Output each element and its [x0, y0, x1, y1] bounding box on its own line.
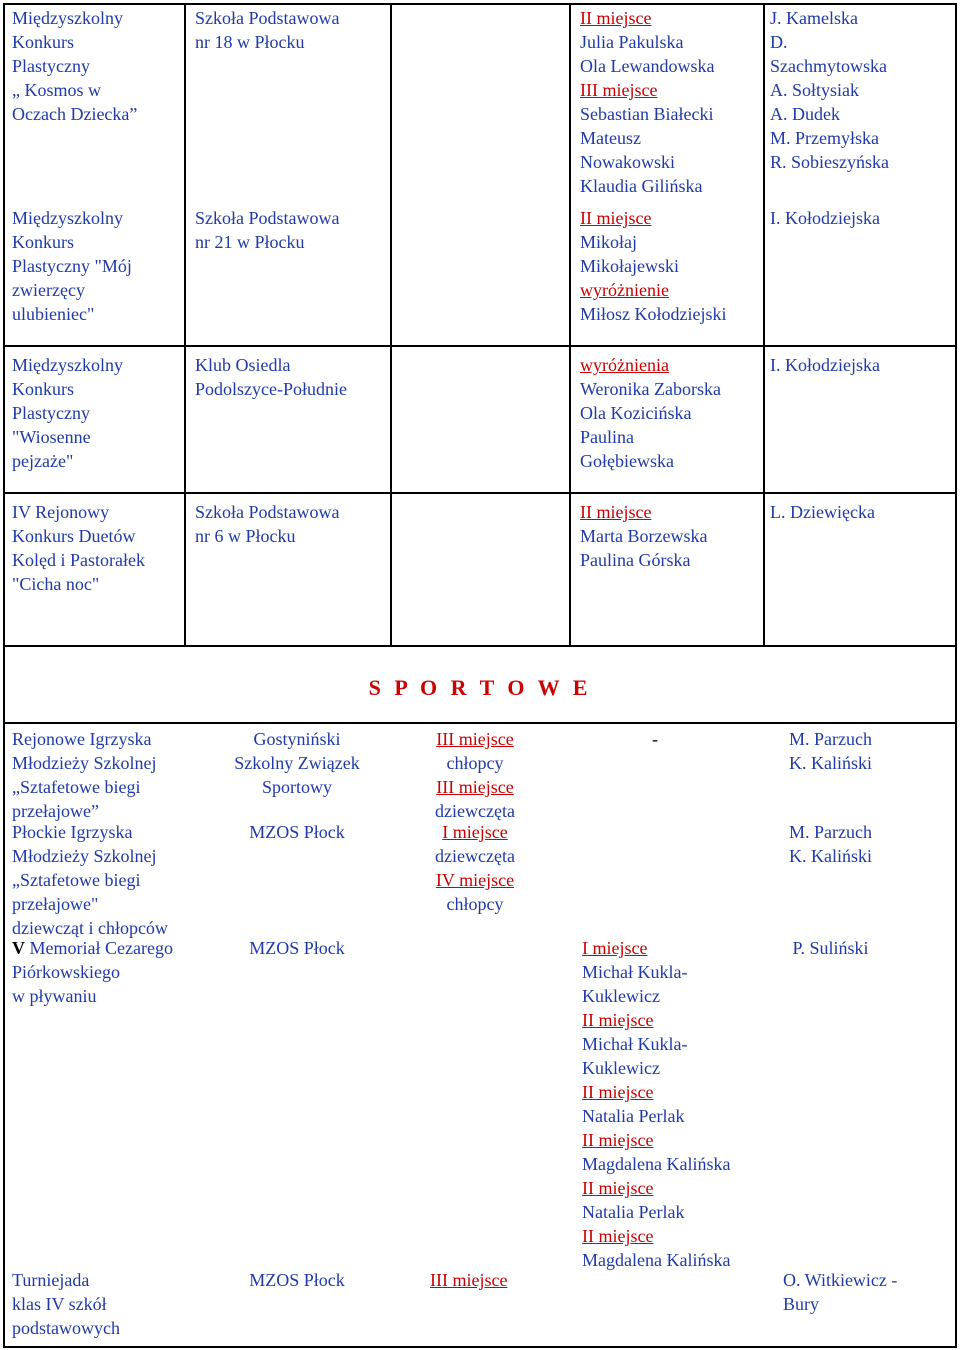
cell-text: R. Sobieszyńska: [770, 152, 889, 172]
participant-name: Paulina Górska: [580, 550, 691, 570]
cell-text: Sportowy: [261, 777, 332, 797]
cell-text: Szkolny Związek: [234, 753, 360, 773]
sport-teachers-cell: [783, 820, 878, 868]
cell-text: pejzaże": [12, 451, 74, 471]
placement-label: III miejsce: [580, 80, 658, 100]
placement-label: III miejsce: [436, 777, 514, 797]
placement-label: wyróżnienie: [580, 280, 669, 300]
cell-text: Konkurs Duetów: [12, 526, 136, 546]
cell-text: Szkoła Podstawowa: [195, 502, 340, 522]
event-name-cell: [12, 353, 180, 473]
participant-name: Sebastian Białecki: [580, 104, 714, 124]
individual-results-cell: [582, 727, 772, 751]
placement-label: III miejsce: [436, 729, 514, 749]
column-divider: [569, 3, 571, 647]
placement-label: II miejsce: [580, 208, 652, 228]
participant-name: Klaudia Gilińska: [580, 176, 703, 196]
sports-bottom-border: [3, 1346, 957, 1348]
table-right-border: [955, 3, 957, 647]
individual-results-cell: [582, 936, 772, 1272]
cell-text: A. Dudek: [770, 104, 840, 124]
participant-name: Miłosz Kołodziejski: [580, 304, 727, 324]
participant-name: Ola Lewandowska: [580, 56, 715, 76]
placement-label: IV miejsce: [435, 870, 515, 890]
cell-text: Plastyczny: [12, 56, 90, 76]
results-cell: [580, 206, 760, 326]
participant-name: Natalia Perlak: [582, 1202, 685, 1222]
cell-text: K. Kaliński: [789, 846, 872, 866]
cell-text: Płockie Igrzyska: [12, 822, 133, 842]
participant-name: dziewczęta: [435, 801, 515, 821]
cell-text: „Sztafetowe biegi: [12, 870, 141, 890]
cell-text: IV Rejonowy: [12, 502, 110, 522]
cell-text: Konkurs: [12, 379, 74, 399]
participant-name: Mateusz: [580, 128, 641, 148]
sports-right-border: [955, 645, 957, 1348]
cell-text: Plastyczny "Mój: [12, 256, 132, 276]
participant-name: Kuklewicz: [582, 1058, 660, 1078]
column-divider: [184, 3, 186, 647]
sports-left-border: [3, 645, 5, 1348]
cell-text: "Wiosenne: [12, 427, 91, 447]
row-divider: [3, 345, 957, 347]
cell-text: O. Witkiewicz -: [783, 1270, 898, 1290]
participant-name: Natalia Perlak: [582, 1106, 685, 1126]
sport-event-cell: [12, 727, 212, 823]
placement-label: II miejsce: [582, 1082, 654, 1102]
organizer-cell: [195, 353, 385, 401]
cell-text: Rejonowe Igrzyska: [12, 729, 152, 749]
cell-text: MZOS Płock: [249, 822, 345, 842]
column-divider: [763, 3, 765, 647]
participant-name: Paulina: [580, 427, 634, 447]
sport-organizer-cell: [222, 727, 372, 799]
table-top-border: [3, 3, 957, 5]
cell-text: Podolszyce-Południe: [195, 379, 347, 399]
cell-text: Młodzieży Szkolnej: [12, 846, 157, 866]
cell-text: zwierzęcy: [12, 280, 85, 300]
cell-text: [12, 936, 212, 960]
participant-name: Magdalena Kalińska: [582, 1250, 731, 1270]
cell-text: L. Dziewięcka: [770, 502, 875, 522]
placement-label: I miejsce: [582, 938, 648, 958]
cell-text: Turniejada: [12, 1270, 90, 1290]
table-left-border: [3, 3, 5, 647]
participant-name: Weronika Zaborska: [580, 379, 721, 399]
participant-name: Mikołaj: [580, 232, 637, 252]
row-divider: [3, 492, 957, 494]
cell-text: M. Przemyłska: [770, 128, 879, 148]
cell-text: MZOS Płock: [249, 1270, 345, 1290]
cell-text: MZOS Płock: [249, 938, 345, 958]
placement-label: III miejsce: [430, 1270, 508, 1290]
teachers-cell: [770, 6, 950, 174]
results-cell: [580, 6, 760, 198]
team-results-cell: [400, 727, 550, 823]
sport-teachers-cell: [783, 727, 878, 775]
cell-text: A. Sołtysiak: [770, 80, 860, 100]
sport-organizer-cell: [222, 1268, 372, 1292]
sport-teachers-cell: [783, 1268, 953, 1316]
placement-label: II miejsce: [580, 8, 652, 28]
sport-organizer-cell: [222, 936, 372, 960]
results-cell: [580, 500, 760, 572]
participant-name: Mikołajewski: [580, 256, 679, 276]
sport-organizer-cell: [222, 820, 372, 844]
cell-text: Międzyszkolny: [12, 355, 123, 375]
cell-text: Konkurs: [12, 32, 74, 52]
cell-text: „Sztafetowe biegi: [12, 777, 141, 797]
cell-text: podstawowych: [12, 1318, 120, 1338]
participant-name: Magdalena Kalińska: [582, 1154, 731, 1174]
cell-text: w pływaniu: [12, 986, 97, 1006]
placement-label: wyróżnienia: [580, 355, 669, 375]
team-results-cell: [430, 1268, 580, 1292]
placement-label: II miejsce: [582, 1130, 654, 1150]
results-cell: [580, 353, 760, 473]
roman-numeral: V: [12, 938, 25, 958]
row-divider: [3, 645, 957, 647]
participant-name: Michał Kukla-: [582, 1034, 688, 1054]
sport-event-cell: [12, 820, 212, 940]
participant-name: Julia Pakulska: [580, 32, 684, 52]
cell-text: dziewcząt i chłopców: [12, 918, 168, 938]
cell-text: M. Parzuch: [789, 822, 872, 842]
cell-text: nr 18 w Płocku: [195, 32, 305, 52]
event-name-cell: [12, 6, 180, 126]
teachers-cell: [770, 353, 950, 377]
event-name-cell: [12, 500, 180, 596]
cell-text: Szkoła Podstawowa: [195, 208, 340, 228]
sports-title-divider: [3, 722, 957, 724]
placement-label: II miejsce: [582, 1226, 654, 1246]
participant-name: dziewczęta: [435, 846, 515, 866]
cell-text: nr 6 w Płocku: [195, 526, 296, 546]
cell-text: Młodzieży Szkolnej: [12, 753, 157, 773]
organizer-cell: [195, 6, 385, 54]
sport-event-cell: [12, 1268, 212, 1340]
cell-text: I. Kołodziejska: [770, 208, 880, 228]
sport-teachers-cell: [783, 936, 878, 960]
participant-name: chłopcy: [446, 894, 504, 914]
participant-name: Kuklewicz: [582, 986, 660, 1006]
cell-text: przełajowe”: [12, 801, 99, 821]
cell-text: ulubieniec": [12, 304, 95, 324]
cell-text: klas IV szkół: [12, 1294, 107, 1314]
cell-text: Kolęd i Pastorałek: [12, 550, 145, 570]
sport-event-cell: [12, 936, 212, 1008]
teachers-cell: [770, 500, 950, 524]
organizer-cell: [195, 500, 385, 548]
placement-label: II miejsce: [582, 1178, 654, 1198]
cell-text: "Cicha noc": [12, 574, 100, 594]
cell-text: J. Kamelska: [770, 8, 858, 28]
team-results-cell: [400, 820, 550, 916]
cell-text: nr 21 w Płocku: [195, 232, 305, 252]
participant-name: Nowakowski: [580, 152, 675, 172]
cell-text: Klub Osiedla: [195, 355, 291, 375]
cell-text: D.: [770, 32, 788, 52]
cell-text: Bury: [783, 1294, 819, 1314]
cell-text: Plastyczny: [12, 403, 90, 423]
cell-text: I. Kołodziejska: [770, 355, 880, 375]
cell-text: Szkoła Podstawowa: [195, 8, 340, 28]
cell-text: Szachmytowska: [770, 56, 887, 76]
cell-text-rest: Memoriał Cezarego: [25, 938, 173, 958]
cell-text: K. Kaliński: [789, 753, 872, 773]
cell-text: Międzyszkolny: [12, 208, 123, 228]
section-title-sportowe: S P O R T O W E: [368, 675, 592, 700]
placement-label: II miejsce: [580, 502, 652, 522]
cell-text: -: [652, 729, 658, 749]
participant-name: Marta Borzewska: [580, 526, 708, 546]
teachers-cell: [770, 206, 950, 230]
organizer-cell: [195, 206, 385, 254]
participant-name: Michał Kukla-: [582, 962, 688, 982]
participant-name: Gołębiewska: [580, 451, 674, 471]
cell-text: M. Parzuch: [789, 729, 872, 749]
cell-text: Międzyszkolny: [12, 8, 123, 28]
cell-text: Gostyniński: [253, 729, 341, 749]
placement-label: II miejsce: [582, 1010, 654, 1030]
placement-label: I miejsce: [442, 822, 508, 842]
cell-text: przełajowe": [12, 894, 99, 914]
cell-text: Oczach Dziecka”: [12, 104, 138, 124]
cell-text: Piórkowskiego: [12, 962, 120, 982]
participant-name: chłopcy: [446, 753, 504, 773]
participant-name: Ola Kozicińska: [580, 403, 692, 423]
cell-text: Konkurs: [12, 232, 74, 252]
cell-text: „ Kosmos w: [12, 80, 101, 100]
cell-text: P. Suliński: [792, 938, 869, 958]
column-divider: [390, 3, 392, 647]
event-name-cell: [12, 206, 180, 326]
